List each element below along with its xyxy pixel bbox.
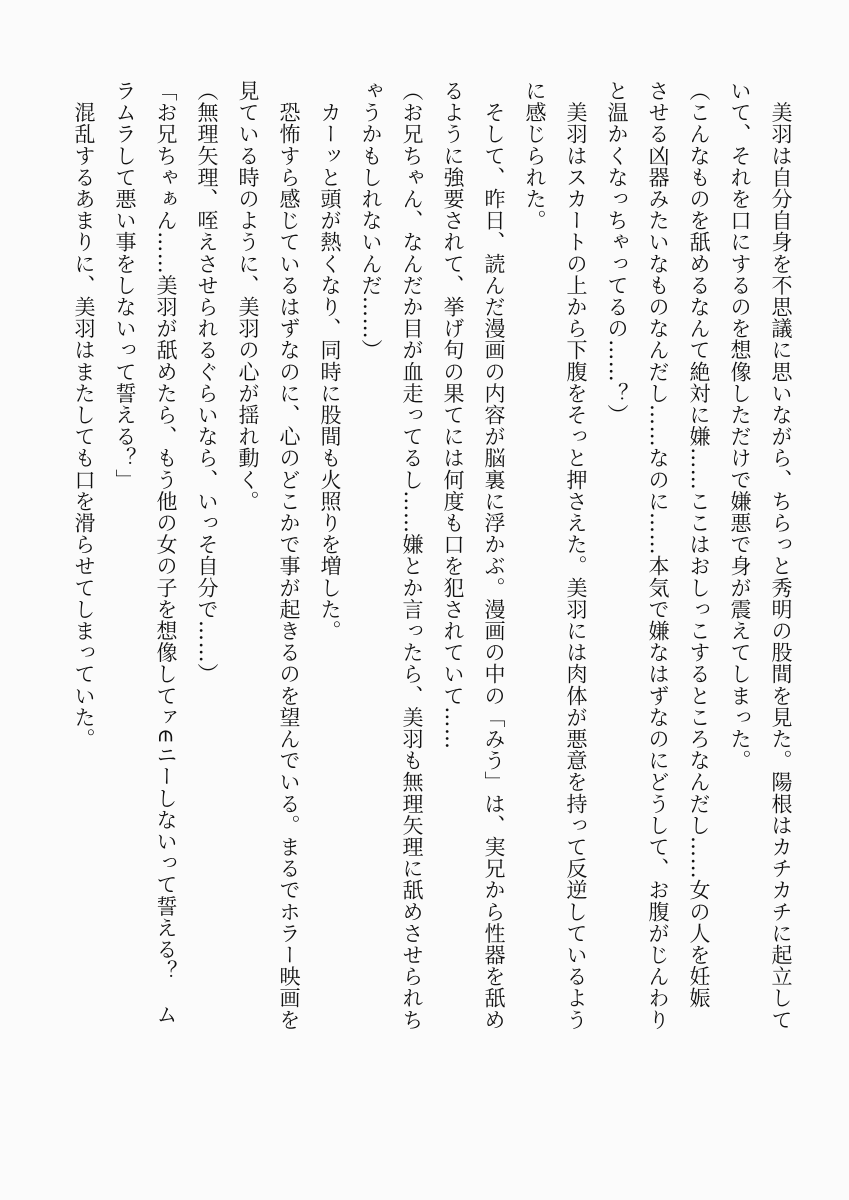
text-line: （無理矢理、咥えさせられるぐらいなら、いっそ自分で……） [195,80,219,685]
text-line: ゃうかもしれないんだ……） [359,80,383,361]
text-line: 見ている時のように、美羽の心が揺れ動く。 [236,80,260,512]
text-line: に感じられた。 [523,80,547,232]
text-line: させる凶器みたいなものなんだし……なのに……本気で嫌なはずなのにどうして、お腹がじんわり [646,80,670,1031]
text-line: カーッと頭が熱くなり、同時に股間も火照りを増した。 [318,80,342,642]
text-line: 美羽はスカートの上から下腹をそっと押さえた。美羽には肉体が悪意を持って反逆しているよう [564,80,588,1031]
text-line: るように強要されて、挙げ句の果てには何度も口を犯されていて…… [441,80,465,750]
text-line: 恐怖すら感じているはずなのに、心のどこかで事が起きるのを望んでいる。まるでホラー映画を [277,80,301,1031]
text-line: 「お兄ちゃぁん……美羽が舐めたら、もう他の女の子を想像してァ∈ニーしないって誓える？ ム [154,80,178,1025]
text-line: 混乱するあまりに、美羽はまたしても口を滑らせてしまっていた。 [72,80,96,750]
text-line: いて、それを口にするのを想像しただけで嫌悪で身が震えてしまった。 [728,80,752,772]
text-line: ラムラして悪い事をしないって誓える？」 [113,80,137,491]
text-block [63,80,801,1065]
text-line: （お兄ちゃん、なんだか目が血走ってるし……嫌とか言ったら、美羽も無理矢理に舐めさせられち [400,80,424,1031]
text-line: （こんなものを舐めるなんて絶対に嫌……ここはおしっこするところなんだし……女の人を妊娠 [687,80,711,1009]
text-line: と温かくなっちゃってるの……？） [605,80,629,426]
text-line: 美羽は自分自身を不思議に思いながら、ちらっと秀明の股間を見た。陽根はカチカチに起立して [769,80,793,1031]
text-line: そして、昨日、読んだ漫画の内容が脳裏に浮かぶ。漫画の中の「みう」は、実兄から性器を舐め [482,80,506,1031]
